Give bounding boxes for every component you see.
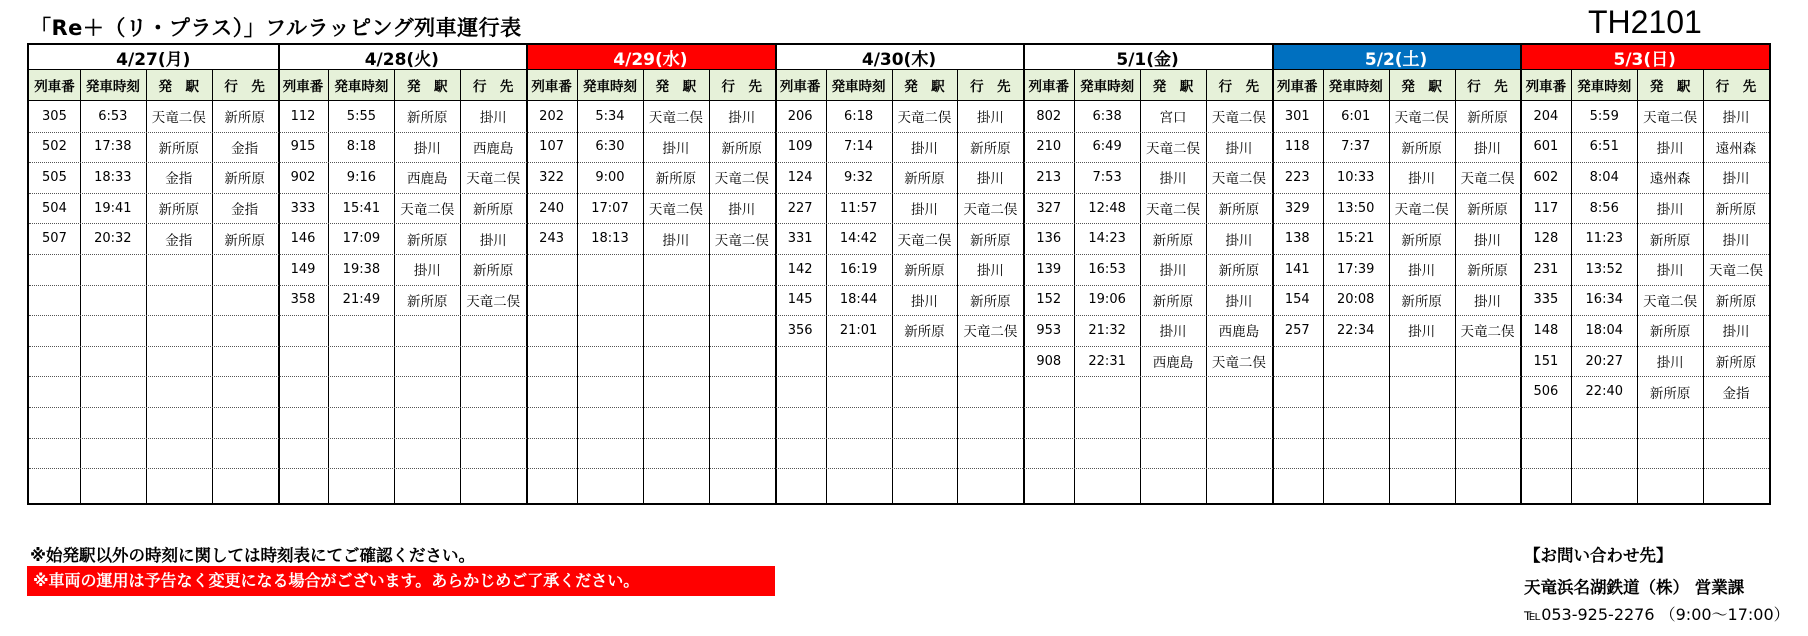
row-separator — [29, 438, 1769, 439]
date-header: 4/30(木) — [775, 45, 1024, 70]
row-separator — [29, 132, 1769, 133]
page-title: 「Re＋（リ・プラス）」フルラッピング列車運行表 — [30, 16, 522, 40]
timetable-cell: 天竜二俣 — [1709, 263, 1764, 280]
column-header: 行 先 — [1206, 70, 1272, 101]
timetable-cell: 15:41 — [342, 200, 381, 216]
timetable-cell: 新所原 — [1715, 293, 1757, 310]
timetable-cell: 7:37 — [1341, 139, 1371, 155]
timetable-cell: 20:32 — [94, 231, 132, 247]
timetable-cell: 107 — [539, 139, 564, 155]
timetable-cell: 602 — [1533, 169, 1559, 185]
row-separator — [29, 285, 1769, 286]
timetable-cell: 17:07 — [591, 200, 629, 216]
timetable-cell: 7:14 — [843, 139, 874, 155]
timetable-cell: 新所原 — [407, 232, 448, 249]
timetable-cell: 504 — [42, 200, 67, 216]
timetable-cell: 遠州森 — [1649, 171, 1691, 188]
timetable-cell: 128 — [1533, 231, 1559, 247]
timetable-cell: 22:31 — [1088, 353, 1126, 369]
row-separator — [29, 407, 1769, 408]
day-divider — [1272, 45, 1274, 503]
timetable-cell: 18:33 — [94, 169, 132, 185]
timetable-cell: 145 — [787, 292, 813, 308]
column-header: 行 先 — [212, 70, 278, 101]
timetable-cell: 14:42 — [839, 231, 878, 247]
timetable-cell: 322 — [539, 169, 564, 185]
timetable-cell: 21:49 — [342, 292, 381, 308]
timetable-cell: 新所原 — [904, 324, 945, 341]
timetable-cell: 802 — [1036, 108, 1062, 124]
timetable-cell: 227 — [787, 200, 813, 216]
date-header: 5/3(日) — [1520, 45, 1769, 70]
timetable-cell: 掛川 — [1408, 171, 1436, 188]
contact-tel: ℡053-925-2276 （9:00～17:00） — [1524, 605, 1790, 624]
timetable-cell: 257 — [1284, 322, 1310, 338]
column-header: 発車時刻 — [577, 70, 643, 101]
timetable-cell: 掛川 — [1473, 293, 1501, 310]
timetable-cell: 掛川 — [1656, 263, 1684, 280]
timetable-cell: 金指 — [165, 171, 193, 188]
timetable-cell: 13:50 — [1336, 200, 1375, 216]
timetable-cell: 152 — [1036, 292, 1062, 308]
timetable-cell: 新所原 — [1467, 110, 1508, 127]
row-separator — [29, 223, 1769, 224]
column-header: 列車番 — [1520, 70, 1571, 101]
timetable-cell: 掛川 — [976, 171, 1004, 188]
timetable-cell: 6:51 — [1589, 139, 1619, 155]
timetable-cell: 金指 — [231, 140, 259, 157]
timetable-cell: 掛川 — [1656, 355, 1684, 372]
timetable-cell: 14:23 — [1088, 231, 1126, 247]
timetable-cell: 天竜二俣 — [466, 293, 521, 310]
timetable-cell: 新所原 — [970, 232, 1011, 249]
timetable-cell: 6:18 — [843, 108, 874, 124]
column-header: 列車番 — [29, 70, 80, 101]
timetable-cell: 天竜二俣 — [1211, 355, 1266, 372]
note-operation-change-warning: ※車両の運用は予告なく変更になる場合がございます。あらかじめご了承ください。 — [27, 566, 775, 596]
row-separator — [29, 315, 1769, 316]
timetable-cell: 掛川 — [976, 263, 1004, 280]
timetable-cell: 142 — [787, 261, 813, 277]
timetable-cell: 11:57 — [839, 200, 878, 216]
timetable-cell: 5:34 — [595, 108, 625, 124]
timetable-cell: 17:39 — [1336, 261, 1375, 277]
timetable-cell: 206 — [787, 108, 813, 124]
timetable-cell: 109 — [787, 139, 813, 155]
timetable-cell: 天竜二俣 — [1211, 171, 1266, 188]
column-header: 発車時刻 — [1323, 70, 1389, 101]
timetable-cell: 掛川 — [1159, 263, 1187, 280]
column-header: 行 先 — [957, 70, 1023, 101]
timetable-cell: 掛川 — [1225, 293, 1253, 310]
timetable-cell: 天竜二俣 — [466, 171, 521, 188]
timetable-cell: 231 — [1533, 261, 1559, 277]
timetable-cell: 11:23 — [1585, 231, 1623, 247]
timetable-cell: 掛川 — [479, 232, 507, 249]
timetable-cell: 16:53 — [1088, 261, 1126, 277]
timetable-cell: 19:41 — [94, 200, 132, 216]
column-header: 発車時刻 — [80, 70, 146, 101]
timetable-cell: 天竜二俣 — [400, 202, 455, 219]
timetable-cell: 12:48 — [1088, 200, 1126, 216]
timetable-cell: 新所原 — [721, 140, 762, 157]
timetable-cell: 掛川 — [1656, 202, 1684, 219]
timetable-cell: 新所原 — [1649, 324, 1691, 341]
timetable-cell: 新所原 — [1649, 385, 1691, 402]
timetable-cell: 掛川 — [1225, 232, 1253, 249]
timetable-cell: 17:38 — [94, 139, 132, 155]
timetable-cell: 915 — [290, 139, 316, 155]
timetable-cell: 335 — [1533, 292, 1559, 308]
column-header: 発 駅 — [1637, 70, 1703, 101]
day-divider — [278, 45, 280, 503]
timetable-cell: 331 — [787, 231, 813, 247]
timetable-cell: 223 — [1284, 169, 1310, 185]
timetable-cell: 掛川 — [1656, 140, 1684, 157]
timetable-cell: 掛川 — [1722, 324, 1750, 341]
timetable-cell: 136 — [1036, 231, 1062, 247]
timetable-cell: 19:38 — [342, 261, 381, 277]
timetable-cell: 掛川 — [1159, 324, 1187, 341]
date-header: 5/1(金) — [1023, 45, 1272, 70]
timetable-cell: 20:08 — [1336, 292, 1375, 308]
timetable-cell: 新所原 — [224, 110, 265, 127]
timetable-cell: 118 — [1284, 139, 1310, 155]
timetable-cell: 6:30 — [595, 139, 625, 155]
timetable-cell: 掛川 — [910, 293, 938, 310]
timetable — [27, 43, 1771, 505]
timetable-cell: 新所原 — [1467, 263, 1508, 280]
timetable-cell: 掛川 — [1722, 232, 1750, 249]
timetable-cell: 掛川 — [1473, 232, 1501, 249]
timetable-cell: 新所原 — [407, 293, 448, 310]
timetable-cell: 掛川 — [1408, 263, 1436, 280]
column-header: 発 駅 — [643, 70, 709, 101]
timetable-cell: 天竜二俣 — [1394, 202, 1449, 219]
timetable-cell: 213 — [1036, 169, 1062, 185]
column-header: 発車時刻 — [1074, 70, 1140, 101]
timetable-cell: 8:18 — [346, 139, 376, 155]
timetable-cell: 7:53 — [1092, 169, 1122, 185]
date-header: 4/29(水) — [526, 45, 775, 70]
day-divider — [526, 45, 528, 503]
timetable-cell: 18:13 — [591, 231, 629, 247]
timetable-cell: 新所原 — [904, 263, 945, 280]
timetable-cell: 新所原 — [1152, 232, 1194, 249]
column-header: 発車時刻 — [328, 70, 394, 101]
timetable-cell: 西鹿島 — [407, 171, 448, 188]
timetable-cell: 908 — [1036, 353, 1062, 369]
timetable-cell: 210 — [1036, 139, 1062, 155]
timetable-cell: 掛川 — [1408, 324, 1436, 341]
timetable-cell: 151 — [1533, 353, 1559, 369]
timetable-cell: 18:04 — [1585, 322, 1623, 338]
timetable-cell: 8:56 — [1589, 200, 1619, 216]
row-separator — [29, 376, 1769, 377]
timetable-cell: 西鹿島 — [472, 140, 514, 157]
timetable-cell: 新所原 — [1152, 293, 1194, 310]
timetable-cell: 新所原 — [1218, 263, 1260, 280]
timetable-cell: 新所原 — [1401, 140, 1442, 157]
timetable-cell: 掛川 — [976, 110, 1004, 127]
timetable-cell: 9:00 — [595, 169, 625, 185]
timetable-cell: 19:06 — [1088, 292, 1126, 308]
timetable-cell: 天竜二俣 — [648, 202, 703, 219]
timetable-cell: 507 — [42, 231, 67, 247]
timetable-cell: 301 — [1284, 108, 1310, 124]
column-header: 列車番 — [526, 70, 577, 101]
timetable-cell: 22:34 — [1336, 322, 1375, 338]
timetable-cell: 新所原 — [224, 232, 265, 249]
timetable-cell: 掛川 — [662, 232, 690, 249]
timetable-cell: 22:40 — [1585, 384, 1623, 400]
timetable-cell: 149 — [290, 261, 316, 277]
day-divider — [775, 45, 777, 503]
timetable-cell: 新所原 — [472, 202, 514, 219]
timetable-cell: 新所原 — [1649, 232, 1691, 249]
timetable-cell: 新所原 — [158, 140, 199, 157]
timetable-cell: 6:38 — [1092, 108, 1122, 124]
column-header: 行 先 — [1703, 70, 1769, 101]
timetable-cell: 新所原 — [970, 140, 1011, 157]
timetable-cell: 天竜二俣 — [963, 324, 1018, 341]
timetable-cell: 天竜二俣 — [648, 110, 703, 127]
timetable-cell: 新所原 — [1218, 202, 1260, 219]
column-header: 発 駅 — [892, 70, 958, 101]
timetable-cell: 502 — [42, 139, 67, 155]
timetable-cell: 新所原 — [1467, 202, 1508, 219]
column-header: 列車番 — [775, 70, 826, 101]
timetable-cell: 天竜二俣 — [897, 232, 952, 249]
timetable-cell: 掛川 — [1722, 171, 1750, 188]
timetable-cell: 21:32 — [1088, 322, 1126, 338]
timetable-cell: 掛川 — [1722, 110, 1750, 127]
timetable-cell: 西鹿島 — [1152, 355, 1194, 372]
timetable-cell: 9:16 — [346, 169, 376, 185]
row-separator — [29, 254, 1769, 255]
timetable-cell: 新所原 — [655, 171, 697, 188]
column-header: 発車時刻 — [826, 70, 892, 101]
timetable-cell: 601 — [1533, 139, 1559, 155]
timetable-cell: 掛川 — [1473, 140, 1501, 157]
timetable-cell: 240 — [539, 200, 564, 216]
contact-heading: 【お問い合わせ先】 — [1524, 546, 1673, 565]
timetable-cell: 天竜二俣 — [897, 110, 952, 127]
timetable-cell: 5:59 — [1589, 108, 1619, 124]
column-header: 行 先 — [460, 70, 526, 101]
column-header: 発 駅 — [1140, 70, 1206, 101]
timetable-cell: 天竜二俣 — [963, 202, 1018, 219]
timetable-cell: 117 — [1533, 200, 1559, 216]
timetable-cell: 新所原 — [224, 171, 265, 188]
timetable-cell: 16:34 — [1585, 292, 1623, 308]
timetable-cell: 新所原 — [1401, 293, 1442, 310]
timetable-cell: 21:01 — [839, 322, 878, 338]
timetable-cell: 146 — [290, 231, 316, 247]
timetable-cell: 141 — [1284, 261, 1310, 277]
timetable-cell: 15:21 — [1336, 231, 1375, 247]
timetable-cell: 505 — [42, 169, 67, 185]
timetable-cell: 148 — [1533, 322, 1559, 338]
timetable-cell: 掛川 — [1159, 171, 1187, 188]
timetable-cell: 902 — [290, 169, 316, 185]
timetable-cell: 138 — [1284, 231, 1310, 247]
timetable-cell: 953 — [1036, 322, 1062, 338]
timetable-cell: 天竜二俣 — [1460, 171, 1515, 188]
timetable-cell: 新所原 — [158, 202, 199, 219]
timetable-cell: 掛川 — [728, 202, 756, 219]
timetable-cell: 新所原 — [970, 293, 1011, 310]
timetable-cell: 新所原 — [1715, 355, 1757, 372]
row-separator — [29, 468, 1769, 469]
timetable-cell: 掛川 — [413, 140, 441, 157]
day-divider — [1023, 45, 1025, 503]
column-header: 行 先 — [1455, 70, 1521, 101]
timetable-cell: 天竜二俣 — [714, 171, 769, 188]
timetable-cell: 506 — [1533, 384, 1559, 400]
date-header: 4/28(火) — [278, 45, 527, 70]
document-code: TH2101 — [1588, 4, 1702, 40]
column-header: 発 駅 — [146, 70, 212, 101]
timetable-cell: 6:49 — [1092, 139, 1122, 155]
timetable-cell: 天竜二俣 — [1460, 324, 1515, 341]
row-separator — [29, 193, 1769, 194]
timetable-cell: 305 — [42, 108, 67, 124]
timetable-cell: 139 — [1036, 261, 1062, 277]
timetable-cell: 新所原 — [407, 110, 448, 127]
timetable-cell: 356 — [787, 322, 813, 338]
timetable-cell: 5:55 — [346, 108, 376, 124]
timetable-cell: 154 — [1284, 292, 1310, 308]
timetable-cell: 333 — [290, 200, 316, 216]
row-separator — [29, 346, 1769, 347]
timetable-cell: 天竜二俣 — [1643, 110, 1698, 127]
timetable-cell: 13:52 — [1585, 261, 1623, 277]
timetable-cell: 天竜二俣 — [1394, 110, 1449, 127]
timetable-cell: 天竜二俣 — [1211, 110, 1266, 127]
timetable-cell: 新所原 — [1401, 232, 1442, 249]
column-header: 列車番 — [278, 70, 329, 101]
timetable-cell: 112 — [290, 108, 316, 124]
timetable-cell: 124 — [787, 169, 813, 185]
timetable-cell: 16:19 — [839, 261, 878, 277]
timetable-cell: 9:32 — [843, 169, 874, 185]
timetable-cell: 20:27 — [1585, 353, 1623, 369]
timetable-cell: 202 — [539, 108, 564, 124]
day-divider — [1520, 45, 1522, 503]
timetable-cell: 天竜二俣 — [714, 232, 769, 249]
timetable-cell: 遠州森 — [1715, 140, 1757, 157]
timetable-cell: 掛川 — [413, 263, 441, 280]
date-header: 5/2(土) — [1272, 45, 1521, 70]
timetable-cell: 新所原 — [472, 263, 514, 280]
timetable-cell: 金指 — [165, 232, 193, 249]
timetable-cell: 掛川 — [479, 110, 507, 127]
timetable-cell: 新所原 — [904, 171, 945, 188]
timetable-cell: 掛川 — [728, 110, 756, 127]
timetable-cell: 10:33 — [1336, 169, 1375, 185]
contact-company: 天竜浜名湖鉄道（株） 営業課 — [1524, 578, 1745, 597]
timetable-cell: 8:04 — [1589, 169, 1619, 185]
column-header: 列車番 — [1272, 70, 1323, 101]
row-separator — [29, 162, 1769, 163]
column-header: 発車時刻 — [1571, 70, 1637, 101]
timetable-cell: 17:09 — [342, 231, 381, 247]
timetable-cell: 新所原 — [1715, 202, 1757, 219]
timetable-cell: 6:53 — [98, 108, 128, 124]
timetable-cell: 18:44 — [839, 292, 878, 308]
note-timetable-reference: ※始発駅以外の時刻に関しては時刻表にてご確認ください。 — [30, 546, 476, 565]
timetable-cell: 金指 — [1722, 385, 1750, 402]
timetable-cell: 掛川 — [1225, 140, 1253, 157]
timetable-cell: 金指 — [231, 202, 259, 219]
timetable-cell: 宮口 — [1159, 110, 1187, 127]
timetable-cell: 6:01 — [1341, 108, 1371, 124]
timetable-cell: 天竜二俣 — [151, 110, 206, 127]
column-header: 列車番 — [1023, 70, 1074, 101]
date-header: 4/27(月) — [29, 45, 278, 70]
timetable-cell: 243 — [539, 231, 564, 247]
timetable-cell: 天竜二俣 — [1146, 202, 1201, 219]
timetable-cell: 329 — [1284, 200, 1310, 216]
timetable-cell: 天竜二俣 — [1146, 140, 1201, 157]
column-header: 行 先 — [709, 70, 775, 101]
timetable-cell: 天竜二俣 — [1643, 293, 1698, 310]
timetable-cell: 掛川 — [662, 140, 690, 157]
timetable-cell: 西鹿島 — [1218, 324, 1260, 341]
column-header: 発 駅 — [1389, 70, 1455, 101]
timetable-cell: 204 — [1533, 108, 1559, 124]
column-header: 発 駅 — [394, 70, 460, 101]
timetable-cell: 327 — [1036, 200, 1062, 216]
timetable-cell: 掛川 — [910, 140, 938, 157]
timetable-cell: 358 — [290, 292, 316, 308]
timetable-cell: 掛川 — [910, 202, 938, 219]
